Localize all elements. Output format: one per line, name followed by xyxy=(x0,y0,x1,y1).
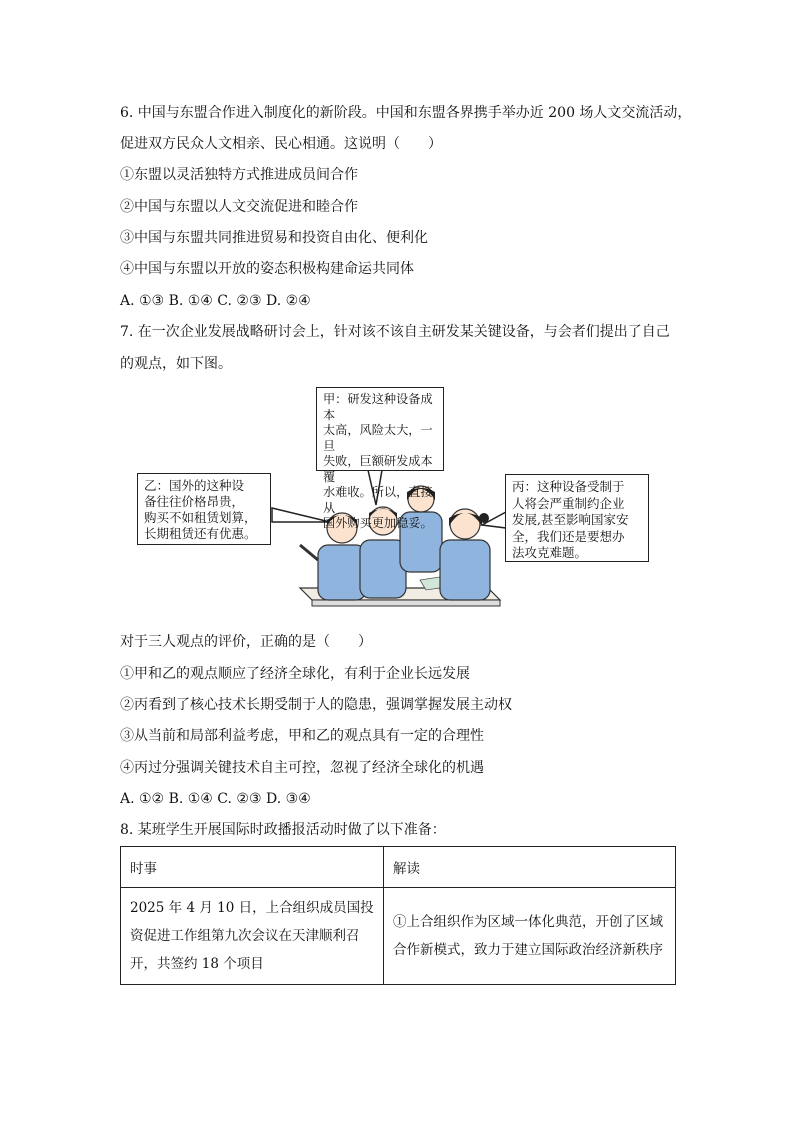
speech-bubble-yi: 乙：国外的这种设 备往往价格昂贵， 购买不如租赁划算， 长期租赁还有优惠。 xyxy=(137,473,271,545)
q7-stem-line2: 的观点，如下图。 xyxy=(120,356,232,372)
table-header-interpretation: 解读 xyxy=(384,847,676,888)
q6-choices: A. ①③ B. ①④ C. ②③ D. ②④ xyxy=(120,293,311,309)
q6-option-2: ②中国与东盟以人文交流促进和睦合作 xyxy=(120,199,358,215)
q6-option-1: ①东盟以灵活独特方式推进成员间合作 xyxy=(120,167,358,183)
table-header-row xyxy=(121,847,676,888)
q7-option-1: ①甲和乙的观点顺应了经济全球化，有利于企业长远发展 xyxy=(120,666,470,682)
table-cell-event: 2025 年 4 月 10 日，上合组织成员国投资促进工作组第九次会议在天津顺利召开，共签约 18 个项目 xyxy=(121,888,384,985)
q8-stem: 8. 某班学生开展国际时政播报活动时做了以下准备： xyxy=(120,822,446,838)
q8-table xyxy=(120,846,676,985)
q7-option-4: ④丙过分强调关键技术自主可控，忽视了经济全球化的机遇 xyxy=(120,760,484,776)
q6-option-3: ③中国与东盟共同推进贸易和投资自由化、便利化 xyxy=(120,230,428,246)
q7-question: 对于三人观点的评价，正确的是（ ） xyxy=(120,634,372,650)
q7-stem-line1: 7. 在一次企业发展战略研讨会上，针对该不该自主研发某关键设备，与会者们提出了自己 xyxy=(120,324,670,340)
speech-bubble-jia: 甲：研发这种设备成本 太高，风险太大，一旦 失败，巨额研发成本覆 水难收。所以，直接从 国外购买更加稳妥。 xyxy=(316,387,444,471)
q7-choices: A. ①② B. ①④ C. ②③ D. ③④ xyxy=(120,791,311,807)
q7-option-2: ②丙看到了核心技术长期受制于人的隐患，强调掌握发展主动权 xyxy=(120,697,512,713)
q6-stem-line2: 促进双方民众人文相亲、民心相通。这说明（ ） xyxy=(120,136,442,152)
speech-bubble-bing: 丙：这种设备受制于 人将会严重制约企业 发展,甚至影响国家安 全，我们还是要想办 法攻克难题。 xyxy=(505,474,649,562)
q6-option-4: ④中国与东盟以开放的姿态积极构建命运共同体 xyxy=(120,261,414,277)
q7-option-3: ③从当前和局部利益考虑，甲和乙的观点具有一定的合理性 xyxy=(120,728,484,744)
q6-stem-line1: 6. 中国与东盟合作进入制度化的新阶段。中国和东盟各界携手举办近 200 场人文交流活动， xyxy=(120,105,692,121)
table-row xyxy=(121,888,676,985)
table-cell-interpretation: ①上合组织作为区域一体化典范，开创了区域合作新模式，致力于建立国际政治经济新秩序 xyxy=(384,888,676,985)
table-header-event: 时事 xyxy=(121,847,384,888)
